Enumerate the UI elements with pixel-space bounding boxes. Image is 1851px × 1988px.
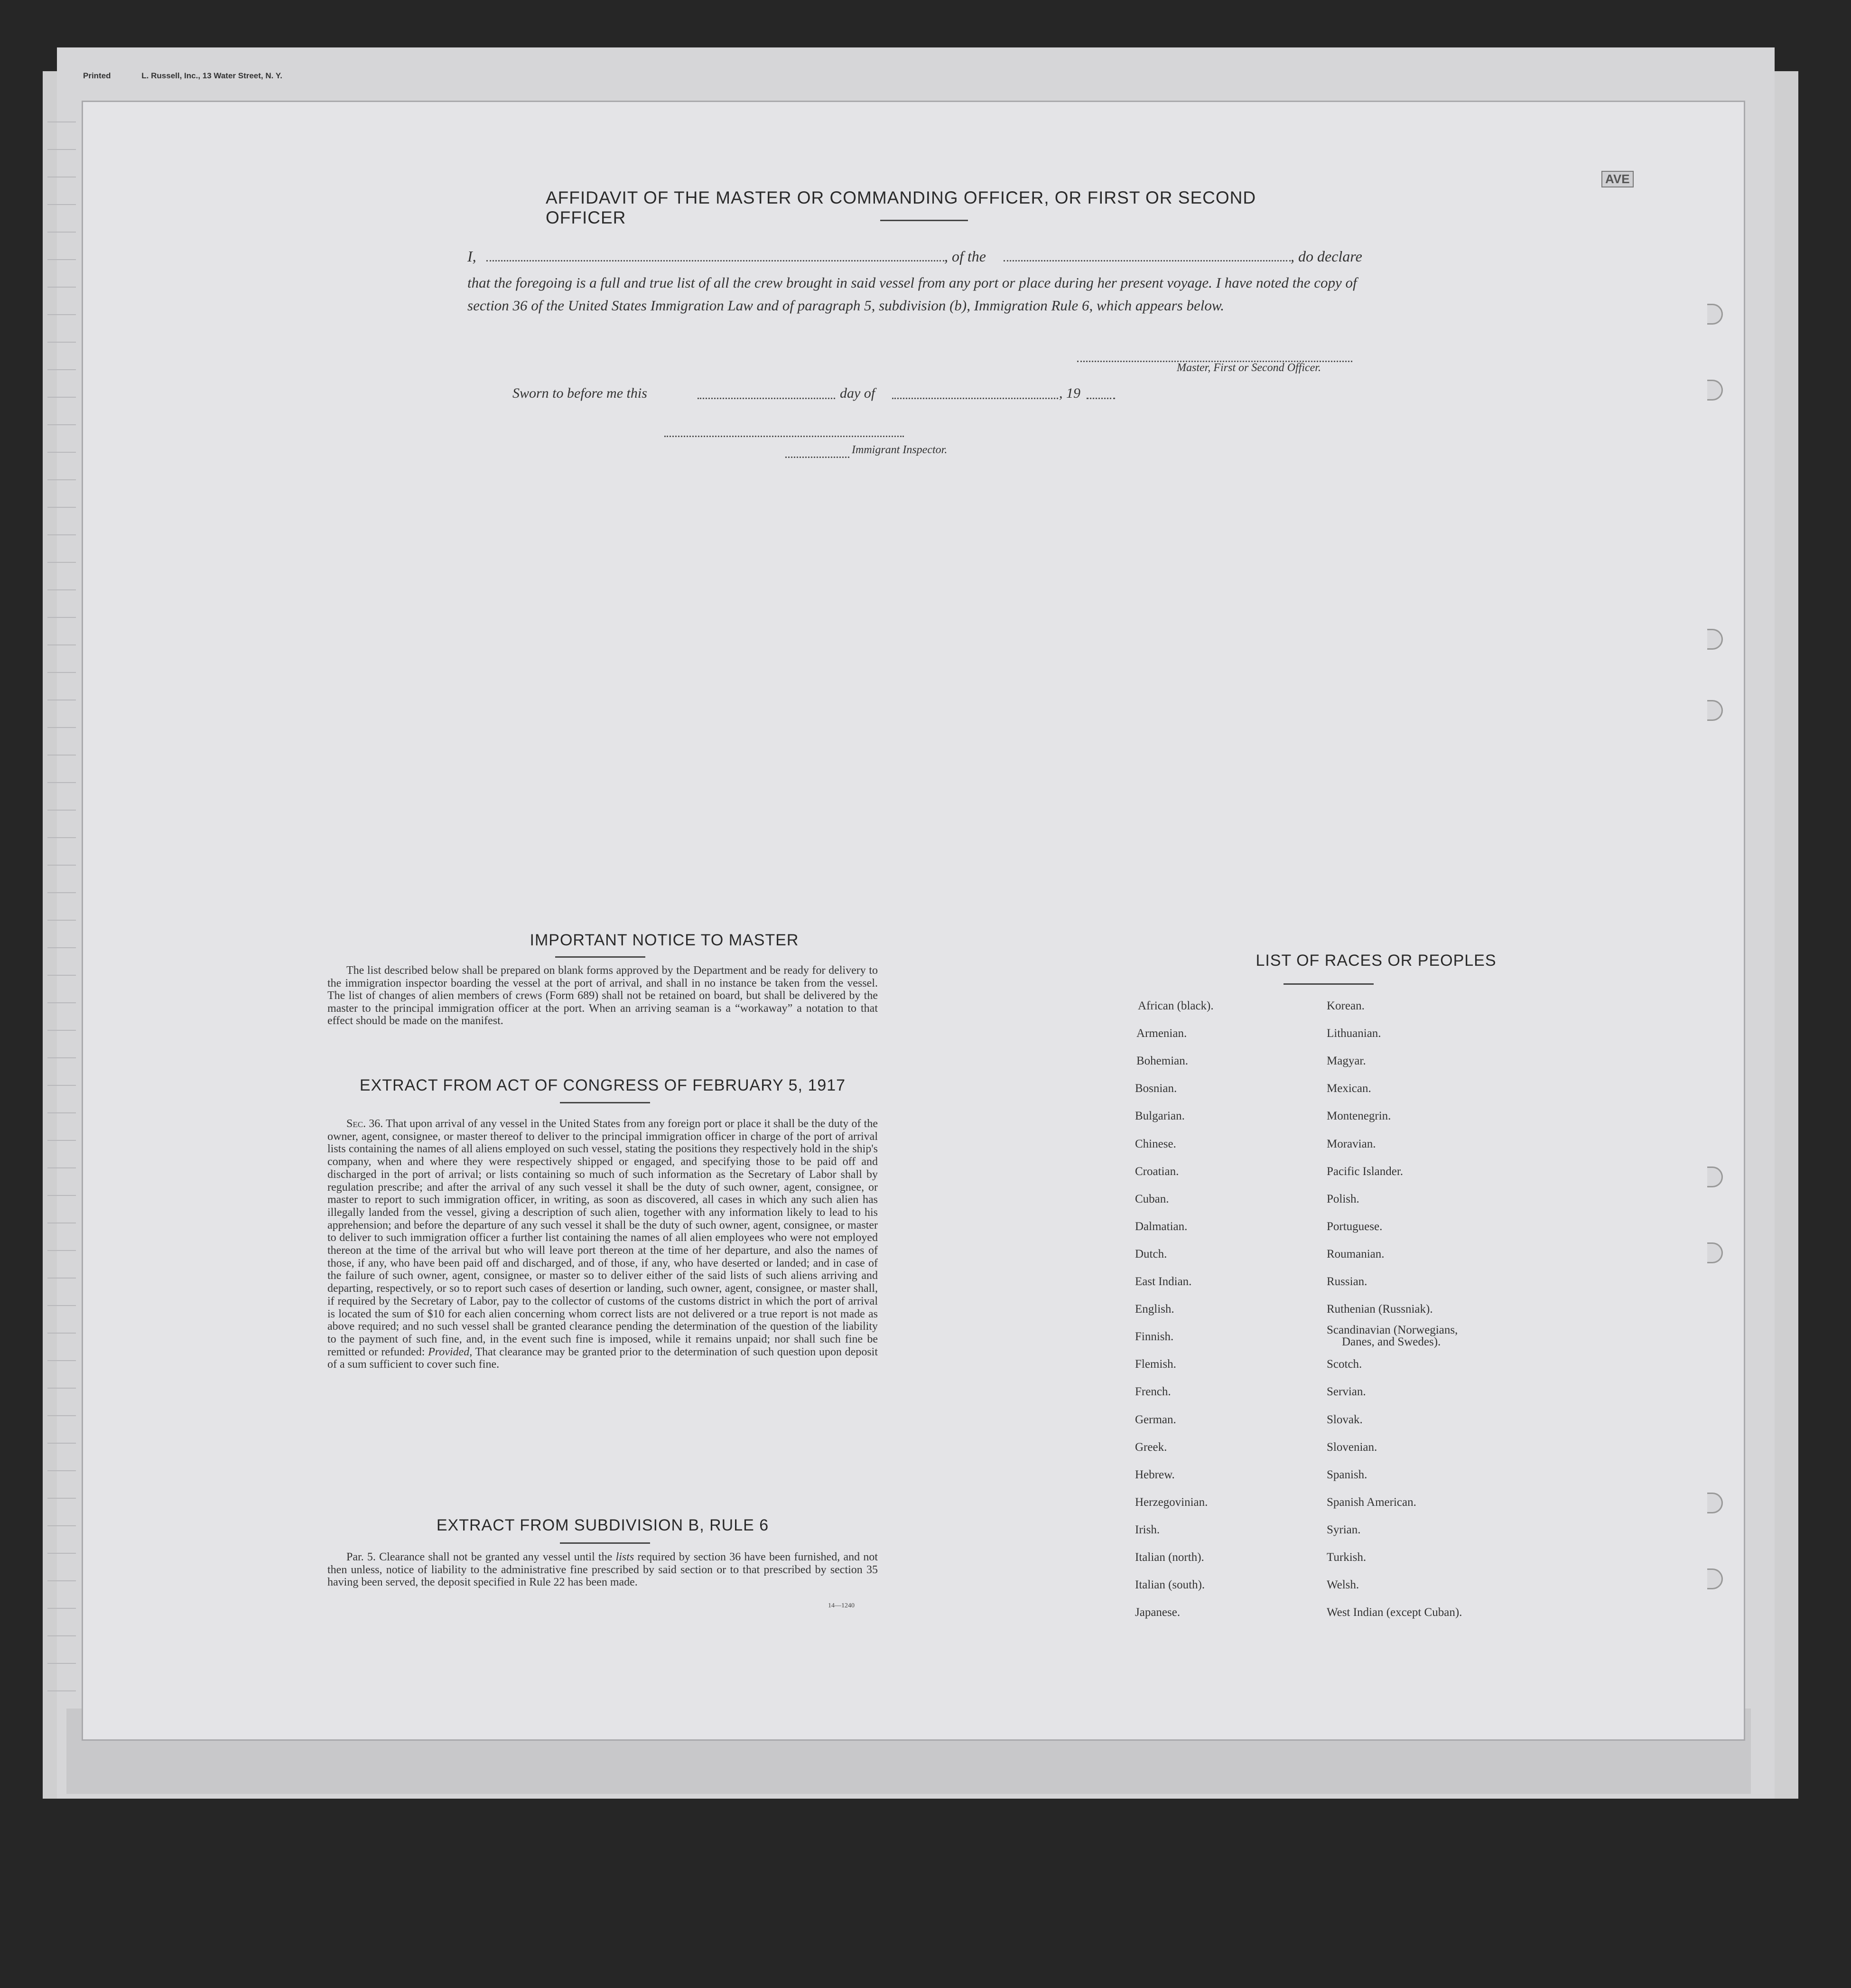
race-item: East Indian. [1135, 1275, 1192, 1288]
race-item: Chinese. [1135, 1137, 1176, 1150]
affidavit-paragraph: that the foregoing is a full and true list of all the crew brought in said vessel from any port or place during her present voyage. I have noted the copy of section 36 of the United States Immigration Law and of paragraph 5, subdivision (b), Immigration Rule 6, which appears below. [467, 274, 1357, 314]
extract-act-text: That upon arrival of any vessel in the United States from any foreign port or place it shall be the duty of the owner, agent, consignee, or master thereof to deliver to the principal immigration officer in charge of the port of arrival lists containing the names of all aliens employed on such vessel, stating the positions they respectively hold in the ship's company, when and where they were respectively shipped or engaged, and specifying those to be paid off and discharged in the port of arrival; or lists containing so much of such information as the Secretary of Labor shall by regulation prescribe; and after the arrival of any such vessel it shall be the duty of such owner, agent, consignee, or master to report to such immigration officer, in writing, as soon as discovered, all cases in which any such alien has illegally landed from the vessel, giving a description of such alien, together with any information likely to lead to his apprehension; and before the departure of any such vessel it shall be the duty of such owner, agent, consignee, or master to deliver to such immigration officer a further list containing the names of all alien employees who were not employed thereon at the time of the arrival but who will leave port thereon at the time of her departure, and also the names of those, if any, who have been paid off and discharged, and of those, if any, who have deserted or landed; and in case of the failure of such owner, agent, consignee, or master so to deliver either of the said lists of such aliens arriving and departing, respectively, or so to report such cases of desertion or landing, such owner, agent, consignee, or master shall, if required by the Secretary of Labor, pay to the collector of customs of the customs district in which the port of arrival is located the sum of $10 for each alien concerning whom correct lists are not delivered or a true report is not made as above required; and no such vessel shall be granted clearance pending the determination of the question of the liability to the payment of such fine, and, in the event such fine is imposed, while it remains unpaid; nor shall such fine be remitted or refunded: [327, 1118, 878, 1358]
race-item: Scandinavian (Norwegians, [1327, 1324, 1458, 1337]
vessel-blank[interactable] [1004, 260, 1291, 261]
race-item: Armenian. [1136, 1027, 1187, 1040]
title-rule [880, 220, 968, 221]
extract-rule-title: EXTRACT FROM SUBDIVISION B, RULE 6 [436, 1516, 769, 1534]
affidavit-title: AFFIDAVIT OF THE MASTER OR COMMANDING OFFICER, OR FIRST OR SECOND OFFICER [546, 188, 1256, 227]
extract-act-title: EXTRACT FROM ACT OF CONGRESS OF FEBRUARY 5, 1917 [359, 1076, 846, 1094]
title-rule [560, 1102, 650, 1103]
race-item: Spanish American. [1327, 1495, 1416, 1509]
race-item: Korean. [1327, 999, 1365, 1012]
sec-label: Sec. 36. [346, 1118, 383, 1130]
notice-title: IMPORTANT NOTICE TO MASTER [530, 931, 799, 949]
extract-act-text-end: That clearance may be granted prior to the determination of such question upon deposit of a sum sufficient to cover such fine. [327, 1345, 878, 1371]
race-item: Welsh. [1327, 1578, 1359, 1592]
title-rule [555, 956, 645, 958]
manifest-page [83, 102, 1744, 1739]
race-item: West Indian (except Cuban). [1327, 1606, 1462, 1619]
race-item: Japanese. [1135, 1606, 1181, 1619]
day-of-label: day of [840, 385, 875, 401]
of-the-label: , of the [944, 248, 986, 265]
races-title: LIST OF RACES OR PEOPLES [1256, 952, 1497, 970]
sworn-label: Sworn to before me this [512, 385, 647, 401]
extract-rule-body [327, 1551, 878, 1589]
sworn-day-blank[interactable] [698, 398, 835, 399]
sworn-year-blank[interactable] [1087, 398, 1115, 399]
race-item: Dutch. [1135, 1247, 1167, 1260]
race-item: Slovak. [1327, 1413, 1363, 1426]
master-signature-label: Master, First or Second Officer. [1177, 362, 1321, 374]
race-item: Italian (north). [1135, 1551, 1204, 1564]
race-item: German. [1135, 1413, 1176, 1426]
race-item: Mexican. [1327, 1082, 1371, 1095]
race-item: Croatian. [1135, 1165, 1179, 1178]
title-rule [560, 1542, 650, 1544]
race-item: Slovenian. [1327, 1440, 1377, 1454]
race-item: Flemish. [1135, 1358, 1176, 1371]
race-item: Herzegovinian. [1135, 1495, 1208, 1509]
race-item: Irish. [1135, 1523, 1160, 1536]
form-number: 14—1240 [828, 1602, 855, 1609]
race-item: Bosnian. [1135, 1082, 1177, 1095]
race-item: Moravian. [1327, 1137, 1376, 1150]
tab-mark: AVE [1601, 171, 1634, 187]
printer-imprint [83, 71, 282, 81]
printer-label: Printed [83, 71, 111, 80]
race-item: Scotch. [1327, 1358, 1362, 1371]
provided-label: Provided, [428, 1345, 473, 1358]
race-item: Lithuanian. [1327, 1027, 1381, 1040]
do-declare-label: , do declare [1291, 248, 1362, 265]
extract-act-body [327, 1118, 878, 1371]
printer-text: L. Russell, Inc., 13 Water Street, N. Y. [141, 71, 282, 80]
race-item: Russian. [1327, 1275, 1367, 1288]
inspector-label: Immigrant Inspector. [852, 444, 948, 456]
race-item: Portuguese. [1327, 1220, 1383, 1233]
name-blank[interactable] [486, 260, 944, 261]
race-item: Italian (south). [1135, 1578, 1205, 1592]
race-item: Bohemian. [1136, 1055, 1189, 1068]
notice-text: The list described below shall be prepared on blank forms approved by the Department and be ready for delivery to the immigration inspector boarding the vessel at the port of arrival, and shall in no instance be taken from the vessel. The list of changes of alien members of crews (Form 689) shall not be retained on board, but shall be delivered by the master to the principal immigration officer at the port. When an arriving seaman is a “workaway” a notation to that effect should be made on the manifest. [327, 964, 878, 1027]
race-item: Ruthenian (Russniak). [1327, 1303, 1433, 1316]
ledger-lines [47, 95, 76, 1708]
par-label: Par. 5. [346, 1551, 376, 1563]
inspector-signature-blank[interactable] [664, 436, 904, 437]
race-item: Magyar. [1327, 1055, 1366, 1068]
race-item: Finnish. [1135, 1330, 1174, 1344]
race-item: Hebrew. [1135, 1468, 1175, 1481]
race-item: English. [1135, 1303, 1174, 1316]
race-item: Spanish. [1327, 1468, 1367, 1481]
race-item: Montenegrin. [1327, 1110, 1391, 1123]
race-item: Polish. [1327, 1192, 1359, 1205]
race-item: Turkish. [1327, 1551, 1367, 1564]
i-label: I, [467, 248, 476, 265]
sworn-month-blank[interactable] [892, 398, 1058, 399]
race-item: Bulgarian. [1135, 1110, 1185, 1123]
extract-rule-text-a: Clearance shall not be granted any vessel until the [379, 1551, 613, 1563]
race-item: Dalmatian. [1135, 1220, 1188, 1233]
race-item: Servian. [1327, 1385, 1366, 1399]
year-prefix: , 19 [1059, 385, 1080, 401]
race-item: Roumanian. [1327, 1247, 1385, 1260]
race-item: Pacific Islander. [1327, 1165, 1404, 1178]
inspector-signature-blank[interactable] [785, 457, 849, 458]
race-item: Greek. [1135, 1440, 1167, 1454]
notice-body [327, 964, 878, 1027]
race-item: French. [1135, 1385, 1171, 1399]
race-item: Cuban. [1135, 1192, 1169, 1205]
race-item: Danes, and Swedes). [1342, 1335, 1441, 1349]
extract-rule-text-b: required by section 36 have been furnished, and not then unless, notice of liability to the administrative fine prescribed by said section or to that prescribed by section 35 having been served, the deposit specified in Rule 22 has been made. [327, 1551, 878, 1589]
race-item: African (black). [1138, 999, 1214, 1012]
title-rule [1284, 983, 1374, 985]
lists-word: lists [615, 1551, 634, 1563]
race-item: Syrian. [1327, 1523, 1361, 1536]
